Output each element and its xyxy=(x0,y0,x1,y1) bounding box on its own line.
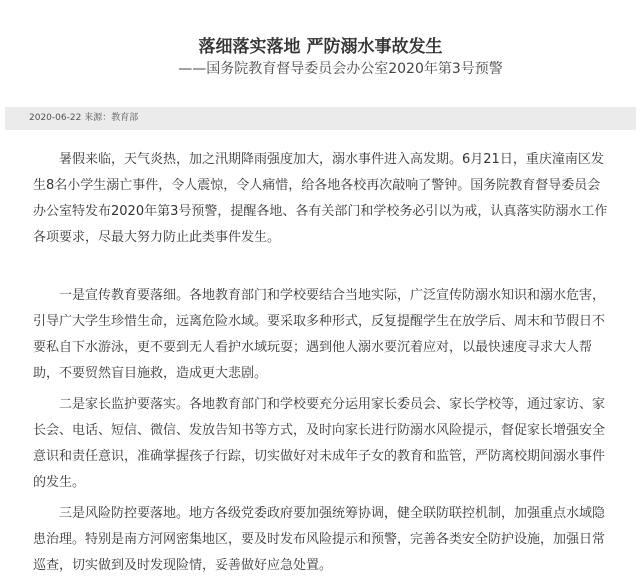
paragraph-2 xyxy=(33,283,613,387)
paragraph-line: 无人看护水域玩耍；遇到他人溺水要沉着应对，以最快速度寻求大人帮助，不要贸然盲目施救，造成更大悲剧。 xyxy=(33,340,593,381)
article-source: 来源：教育部 xyxy=(84,113,139,123)
paragraph-line: 生。 xyxy=(254,230,281,245)
publish-date: 2020-06-22 xyxy=(29,113,82,123)
paragraph-line: 二是家长监护要落实。各地教育部门和学校要充分运用家长委员会、家长学校等，通过家访、家长会、电话、 xyxy=(33,397,606,438)
paragraph-line: 情，妥善做好应急处置。 xyxy=(189,558,333,573)
article-subtitle: ——国务院教育督导委员会办公室2020年第3号预警 xyxy=(178,61,503,77)
article-meta-bar xyxy=(5,107,636,130)
paragraph-line: 珍惜生命，远离危险水域。要采取多种形式，反复提醒学生在放学后、周末和节假日不要私自下水游泳，更不要到 xyxy=(33,314,606,355)
paragraph-line: 三是风险防控要落地。地方各级党委政府要加强统筹协调，健全联防联控机制，加强重点水域隐患治理。特别 xyxy=(33,506,606,547)
paragraph-1 xyxy=(33,147,613,251)
paragraph-line: 溺亡事件，令人震惊，令人痛惜，给各地各校再次敲响了警钟。国务院教育督导委员会办公室特发布2020年第3号 xyxy=(33,178,601,219)
paragraph-3 xyxy=(33,392,613,496)
paragraph-line: 短信、微信、发放告知书等方式，及时向家长进行防溺水风险提示，督促家长增强安全意识和责任意识，准确掌握 xyxy=(33,423,606,464)
article-title: 落细落实落地 严防溺水事故发生 xyxy=(198,37,443,57)
paragraph-line: 预警，提醒各地、各有关部门和学校务必引以为戒，认真落实防溺水工作各项要求，尽最大努力防止此类事件发 xyxy=(33,204,608,245)
paragraph-4 xyxy=(33,501,613,579)
paragraph-line: 是南方河网密集地区，要及时发布风险提示和预警，完善各类安全防护设施，加强日常巡查，切实做到及时发现险 xyxy=(33,532,606,573)
paragraph-line: 暑假来临，天气炎热，加之汛期降雨强度加大，溺水事件进入高发期。6月21日，重庆潼南区发生8名小学生 xyxy=(33,152,604,193)
paragraph-line: 孩子行踪，切实做好对未成年子女的教育和监管，严防离校期间溺水事件的发生。 xyxy=(33,449,606,490)
paragraph-line: 一是宣传教育要落细。各地教育部门和学校要结合当地实际，广泛宣传防溺水知识和溺水危害，引导广大学生 xyxy=(33,288,606,329)
